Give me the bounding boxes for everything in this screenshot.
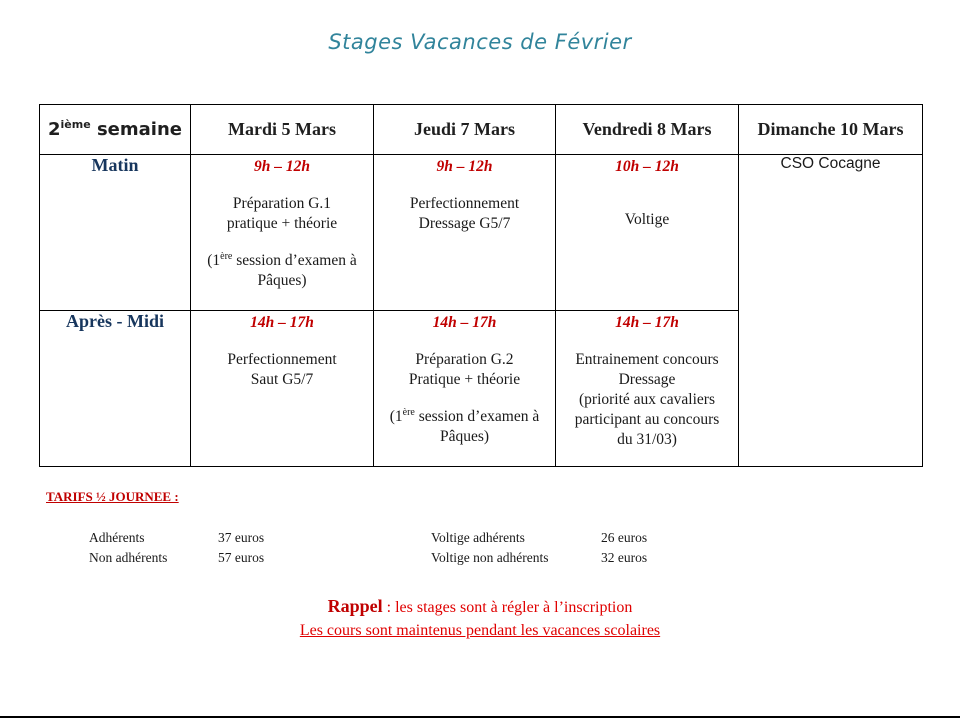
row-label-apres-midi: Après - Midi bbox=[40, 311, 191, 467]
cell-matin-jeudi: 9h – 12h Perfectionnement Dressage G5/7 bbox=[374, 155, 556, 311]
cell-matin-mardi: 9h – 12h Préparation G.1 pratique + théorie (1ère session d’examen à Pâques) bbox=[191, 155, 374, 311]
day-header-mardi: Mardi 5 Mars bbox=[191, 105, 374, 155]
time-slot: 14h – 17h bbox=[250, 314, 314, 331]
week-label: 2ième semaine bbox=[40, 105, 191, 155]
cell-dimanche: CSO Cocagne bbox=[739, 155, 923, 467]
tarif-price: 32 euros bbox=[601, 550, 648, 565]
tarif-label: Voltige non adhérents bbox=[431, 550, 549, 565]
exam-note: (1ère session d’examen à bbox=[207, 250, 357, 269]
page-title: Stages Vacances de Février bbox=[328, 30, 632, 54]
exam-note: (1ère session d’examen à bbox=[389, 406, 540, 425]
day-header-jeudi: Jeudi 7 Mars bbox=[374, 105, 556, 155]
time-slot: 10h – 12h bbox=[615, 158, 679, 175]
bottom-divider bbox=[0, 716, 960, 718]
tarif-price: 37 euros bbox=[218, 530, 265, 545]
cell-apres-midi-jeudi: 14h – 17h Préparation G.2 Pratique + théorie (1ère session d’examen à Pâques) bbox=[374, 311, 556, 467]
row-label-matin: Matin bbox=[40, 155, 191, 311]
tarif-price: 26 euros bbox=[601, 530, 648, 545]
day-header-vendredi: Vendredi 8 Mars bbox=[556, 105, 739, 155]
time-slot: 14h – 17h bbox=[432, 314, 497, 331]
header-row bbox=[40, 105, 923, 155]
cell-matin-vendredi: 10h – 12h Voltige bbox=[556, 155, 739, 311]
cell-apres-midi-vendredi: 14h – 17h Entrainement concours Dressage (priorité aux cavaliers participant au concours du 31/03) bbox=[556, 311, 739, 467]
time-slot: 9h – 12h bbox=[254, 158, 310, 175]
rappel-note: Rappel : les stages sont à régler à l’inscription bbox=[327, 596, 633, 616]
schedule-table bbox=[39, 104, 923, 467]
tarifs-title: TARIFS ½ JOURNEE : bbox=[46, 489, 179, 504]
tarif-label: Voltige adhérents bbox=[431, 530, 525, 545]
time-slot: 9h – 12h bbox=[436, 158, 493, 175]
matin-row bbox=[40, 155, 923, 311]
tarif-label: Non adhérents bbox=[89, 550, 168, 565]
tarif-label: Adhérents bbox=[89, 530, 145, 545]
cell-apres-midi-mardi: 14h – 17h Perfectionnement Saut G5/7 bbox=[191, 311, 374, 467]
cours-note: Les cours sont maintenus pendant les vacances scolaires bbox=[299, 622, 661, 639]
time-slot: 14h – 17h bbox=[615, 314, 679, 331]
tarif-price: 57 euros bbox=[218, 550, 265, 565]
day-header-dimanche: Dimanche 10 Mars bbox=[739, 105, 923, 155]
